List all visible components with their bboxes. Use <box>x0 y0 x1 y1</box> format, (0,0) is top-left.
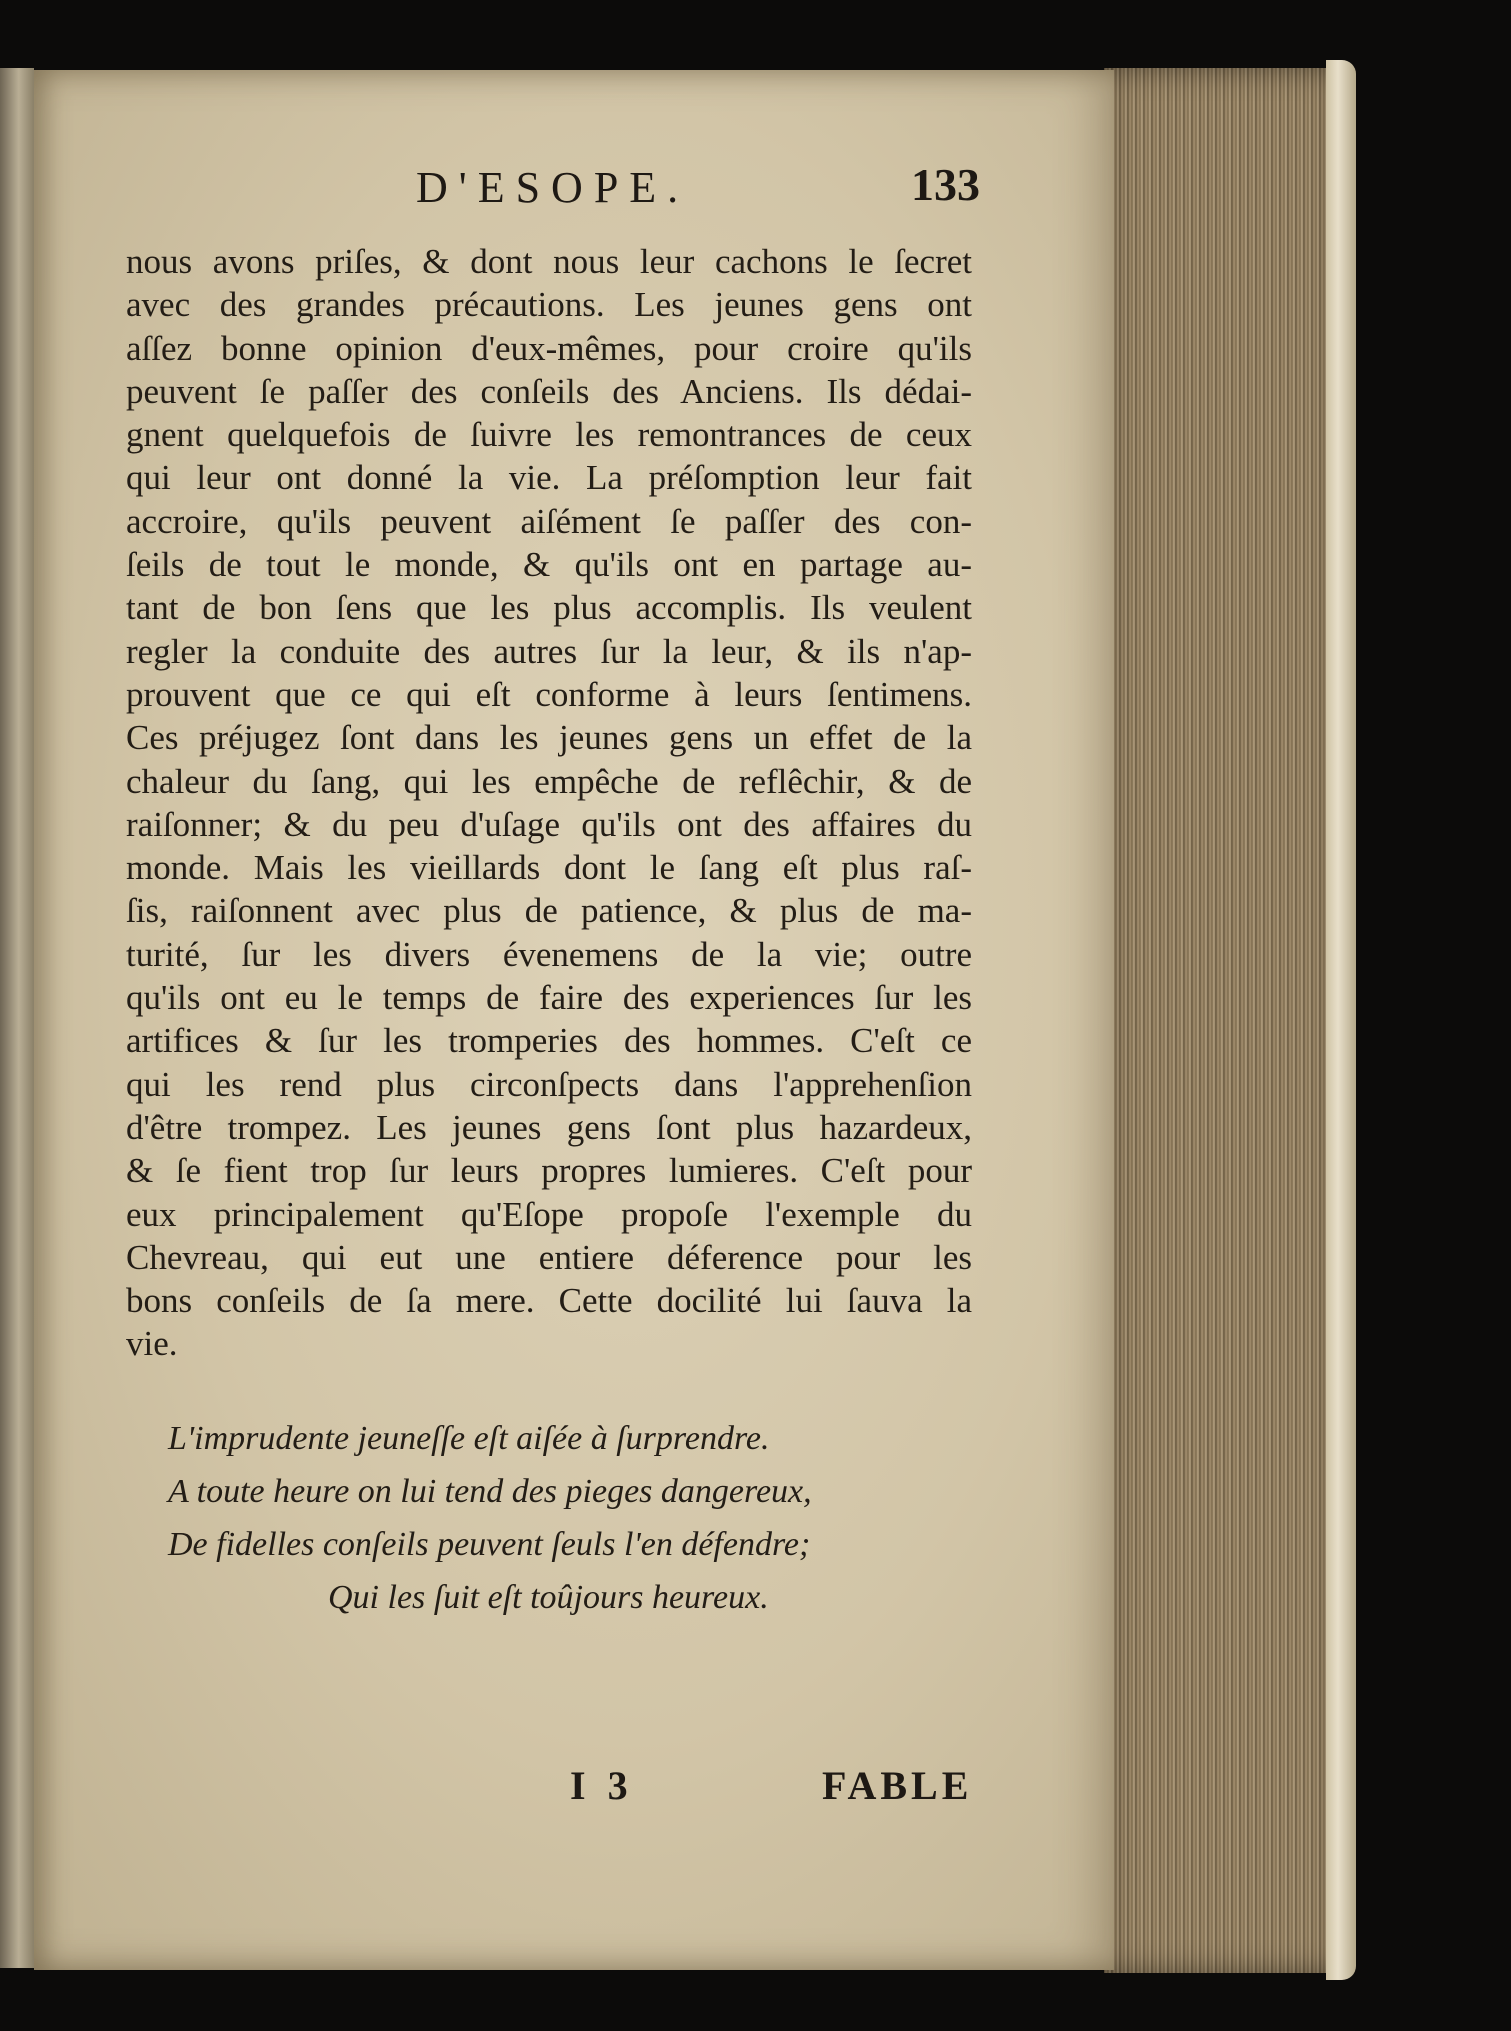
text-line: qui les rend plus circonſpects dans l'apprehenſion <box>126 1064 972 1104</box>
text-line: turité, ſur les divers évenemens de la vie; outre <box>126 934 972 974</box>
previous-page-edge <box>0 68 34 1968</box>
text-line: prouvent que ce qui eſt conforme à leurs ſentimens. <box>126 674 972 714</box>
text-line: artifices & ſur les tromperies des hommes. C'eſt ce <box>126 1021 972 1061</box>
text-line: raiſonner; & du peu d'uſage qu'ils ont des affaires du <box>126 804 972 844</box>
text-line: bons conſeils de ſa mere. Cette docilité lui ſauva la <box>126 1281 972 1321</box>
signature-mark: I 3 <box>570 1763 634 1808</box>
book-binding <box>1326 60 1356 1980</box>
text-line: monde. Mais les vieillards dont le ſang eſt plus raſ- <box>126 848 972 888</box>
text-line: regler la conduite des autres ſur la leur, & ils n'ap- <box>126 631 972 671</box>
text-line: aſſez bonne opinion d'eux-mêmes, pour croire qu'ils <box>126 328 972 368</box>
text-line: vie. <box>126 1324 178 1364</box>
text-line: tant de bon ſens que les plus accomplis. Ils veulent <box>126 588 972 628</box>
moral-verse <box>168 1412 948 1624</box>
text-line: & ſe fient trop ſur leurs propres lumieres. C'eſt pour <box>126 1151 972 1191</box>
catchword: FABLE <box>822 1763 973 1808</box>
text-line: nous avons priſes, & dont nous leur cachons le ſecret <box>126 242 972 281</box>
page-header <box>120 158 980 218</box>
text-line: Chevreau, qui eut une entiere déference pour les <box>126 1237 972 1277</box>
text-line: ſis, raiſonnent avec plus de patience, & plus de ma- <box>126 891 972 931</box>
text-line: qui leur ont donné la vie. La préſomption leur fait <box>126 458 972 498</box>
verse-line: A toute heure on lui tend des pieges dangereux, <box>168 1473 812 1510</box>
text-line: peuvent ſe paſſer des conſeils des Anciens. Ils dédai- <box>126 371 972 411</box>
running-title: D'ESOPE. <box>416 163 690 212</box>
text-line: eux principalement qu'Eſope propoſe l'exemple du <box>126 1194 972 1234</box>
text-line: gnent quelquefois de ſuivre les remontrances de ceux <box>126 415 972 455</box>
text-line: accroire, qu'ils peuvent aiſément ſe paſſer des con- <box>126 501 972 541</box>
text-line: chaleur du ſang, qui les empêche de reflêchir, & de <box>126 761 972 801</box>
book-fore-edge <box>1104 68 1340 1973</box>
text-line: Ces préjugez ſont dans les jeunes gens un effet de la <box>126 718 972 758</box>
body-paragraph <box>126 240 972 1366</box>
text-line: ſeils de tout le monde, & qu'ils ont en partage au- <box>126 545 972 585</box>
text-line: d'être trompez. Les jeunes gens ſont plus hazardeux, <box>126 1107 972 1147</box>
verse-line: L'imprudente jeuneſſe eſt aiſée à ſurprendre. <box>168 1420 770 1457</box>
text-line: avec des grandes précautions. Les jeunes gens ont <box>126 285 972 325</box>
verse-line: De fidelles conſeils peuvent ſeuls l'en défendre; <box>168 1526 811 1563</box>
verse-line: Qui les ſuit eſt toûjours heureux. <box>328 1579 769 1616</box>
page-number: 133 <box>911 159 980 210</box>
text-line: qu'ils ont eu le temps de faire des experiences ſur les <box>126 978 972 1018</box>
